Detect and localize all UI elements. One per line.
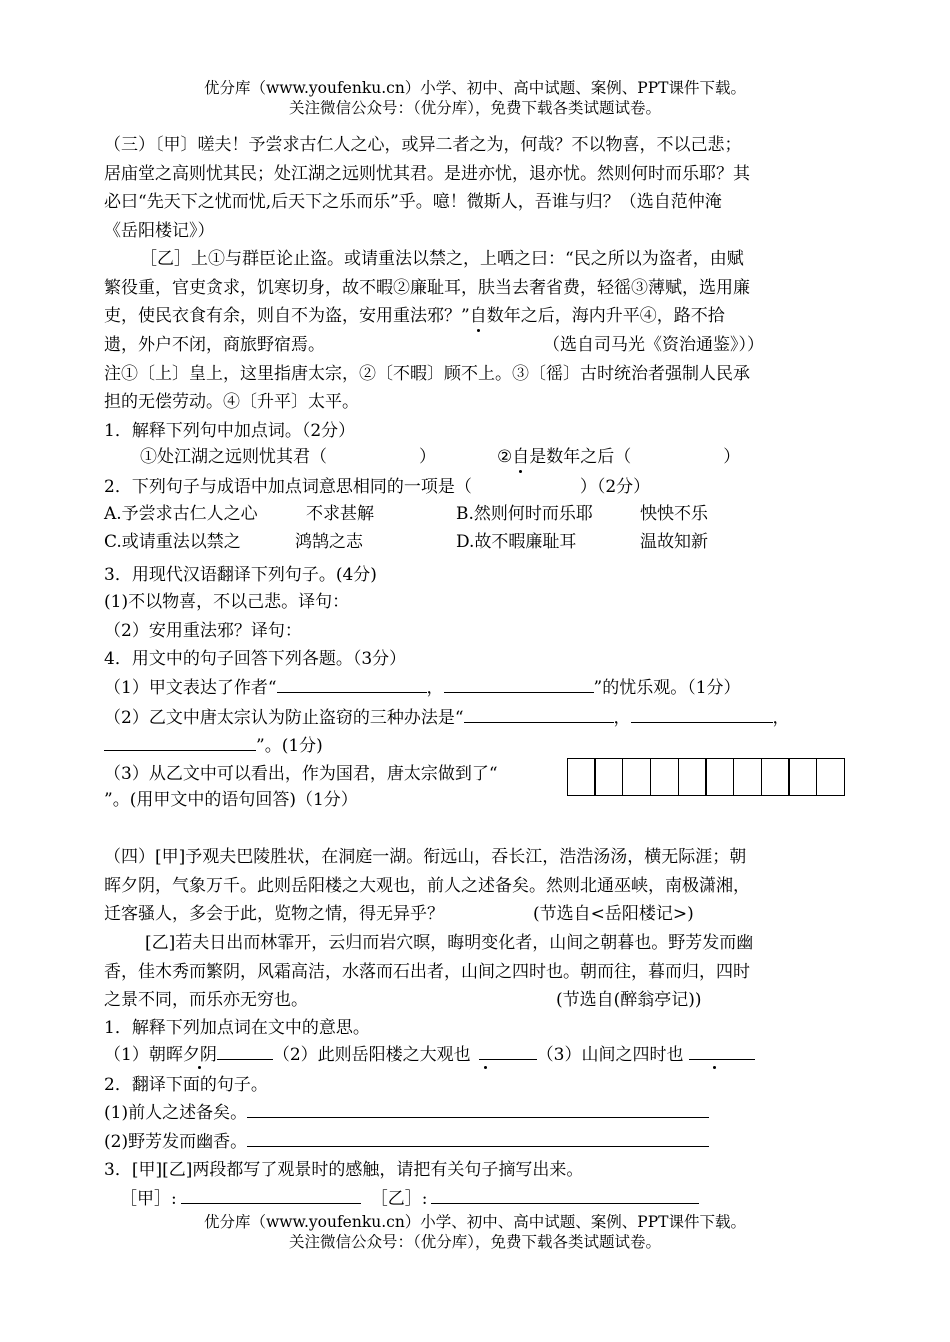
s3-q4-1-text: （1）甲文表达了作者“	[104, 678, 277, 698]
emphasis-dot-shi	[713, 1066, 716, 1069]
s4-q3: 3．[甲][乙]两段都写了观景时的感触，请把有关句子摘写出来。	[104, 1160, 584, 1180]
s3-q4-2-comma-1: ，	[613, 708, 631, 728]
s3-q1a-text: ①处江湖之远则忧其君（	[140, 447, 327, 467]
s3-q2-option-b[interactable]: B.然则何时而乐耶	[456, 504, 593, 524]
s3-q4-2-comma-2: ，	[772, 708, 790, 728]
footer-line-2: 关注微信公众号：（优分库），免费下载各类试题试卷。	[288, 1233, 661, 1251]
s3-jia-line-2: 居庙堂之高则忧其民；处江湖之远则忧其君。是进亦忧，退亦忧。然则何时而乐耶？其	[104, 164, 750, 184]
emphasis-dot-hui	[198, 1066, 201, 1069]
s3-yi-line-3	[104, 305, 725, 327]
s3-yi-line-1: ［乙］上①与群臣论止盗。或请重法以禁之，上哂之曰：“民之所以为盗者，由赋	[140, 249, 744, 269]
s3-q2-option-a[interactable]: A.予尝求古仁人之心	[104, 504, 258, 524]
s3-q1a-close: ）	[419, 447, 436, 467]
s4-jia-line-1: （四）[甲]予观夫巴陵胜状，在洞庭一湖。衔远山，吞长江，浩浩汤汤，横无际涯；朝	[104, 847, 747, 867]
emphasis-dot-guan	[484, 1066, 487, 1069]
s3-q4-1-blank-2[interactable]	[444, 676, 594, 693]
s4-q1-3-blank[interactable]	[689, 1043, 755, 1060]
s4-yi-line-3: 之景不同，而乐亦无穷也。	[104, 990, 308, 1010]
s3-q4: 4．用文中的句子回答下列各题。（3分）	[104, 649, 407, 669]
s3-yi-dot-zi: 自	[469, 306, 487, 326]
s3-q2-close: ）（2分）	[579, 477, 651, 497]
s4-q3-yi-blank[interactable]	[431, 1187, 699, 1204]
answer-grid-cell[interactable]	[705, 758, 734, 796]
s4-q1-items	[104, 1043, 755, 1066]
s3-q4-2-blank-3[interactable]	[104, 734, 256, 751]
s3-q4-3b: ”。(用甲文中的语句回答)（1分）	[104, 790, 358, 810]
s4-jia-line-3: 迁客骚人，多会于此，览物之情，得无异乎？	[104, 904, 444, 924]
s4-q1-1-blank[interactable]	[217, 1043, 273, 1060]
s3-q3-2: （2）安用重法邪？译句：	[104, 621, 302, 641]
s3-q4-1-blank-1[interactable]	[277, 676, 427, 693]
s3-q1b-text: 是数年之后（	[529, 447, 632, 467]
s3-q2-idiom-c: 鸿鹄之志	[295, 532, 363, 552]
s3-q4-1-end: ”的忧乐观。（1分）	[593, 678, 741, 698]
s3-q4-2-blank-2[interactable]	[631, 706, 773, 723]
answer-grid-cell[interactable]	[622, 758, 651, 796]
s3-q1b	[497, 446, 740, 468]
s4-q3-jia-blank[interactable]	[181, 1187, 361, 1204]
s4-jia-line-2: 晖夕阴，气象万千。此则岳阳楼之大观也，前人之述备矣。然则北通巫峡，南极潇湘，	[104, 876, 750, 896]
s3-q4-2-continued	[104, 734, 323, 757]
s3-q1: 1．解释下列句中加点词。（2分）	[104, 421, 356, 441]
s4-q2-1-blank[interactable]	[247, 1101, 709, 1118]
s4-yi-line-1: [乙]若夫日出而林霏开，云归而岩穴暝，晦明变化者，山间之朝暮也。野芳发而幽	[145, 933, 754, 953]
s3-q4-1	[104, 676, 741, 699]
s3-q2-text: 2．下列句子与成语中加点词意思相同的一项是（	[104, 477, 472, 497]
s3-q4-2-text: （2）乙文中唐太宗认为防止盗窃的三种办法是“	[104, 708, 464, 728]
s4-q3-yi-label: ［乙］:	[370, 1189, 428, 1209]
s3-q2-option-c[interactable]: C.或请重法以禁之	[104, 532, 241, 552]
s4-q2-2	[104, 1130, 709, 1153]
s3-q4-3a: （3）从乙文中可以看出，作为国君，唐太宗做到了“	[104, 764, 498, 784]
s3-q4-2	[104, 706, 790, 729]
s4-q1-1: （1）朝晖夕阴	[104, 1045, 217, 1065]
s3-note-line-1: 注①〔上〕皇上，这里指唐太宗，②〔不暇〕顾不上。③〔徭〕古时统治者强制人民承	[104, 364, 750, 384]
s3-yi-line-3-text: 吏，使民衣食有余，则自不为盗，安用重法邪？”	[104, 306, 470, 326]
s4-yi-source: (节选自(醉翁亭记))	[556, 990, 702, 1010]
s4-q1-2-blank[interactable]	[479, 1043, 537, 1060]
s3-q1a	[140, 446, 436, 468]
s3-jia-line-1: （三）〔甲〕嗟夫！予尝求古仁人之心，或异二者之为，何哉？不以物喜，不以己悲；	[104, 135, 742, 155]
s4-jia-source: (节选自<岳阳楼记>)	[533, 904, 694, 924]
s3-q1b-close: ）	[723, 447, 741, 467]
answer-grid-cell[interactable]	[733, 758, 762, 796]
s4-q1: 1．解释下列加点词在文中的意思。	[104, 1018, 370, 1038]
s3-yi-line-4: 遗，外户不闭，商旅野宿焉。	[104, 335, 325, 355]
s3-q2-idiom-a: 不求甚解	[306, 504, 374, 524]
s4-q2-2-blank[interactable]	[247, 1130, 709, 1147]
s4-q2-1	[104, 1101, 709, 1124]
s4-q2-1-text: (1)前人之述备矣。	[104, 1103, 248, 1123]
s4-yi-line-2: 香，佳木秀而繁阴，风霜高洁，水落而石出者，山间之四时也。朝而往，暮而归，四时	[104, 962, 750, 982]
s3-yi-line-2: 繁役重，官吏贪求，饥寒切身，故不暇②廉耻耳，肤当去奢省费，轻徭③薄赋，选用廉	[104, 278, 750, 298]
answer-grid-cell[interactable]	[594, 758, 623, 796]
s4-q3-jia-label: ［甲］:	[120, 1189, 177, 1209]
answer-grid-cell[interactable]	[650, 758, 679, 796]
s3-q2-idiom-b: 怏怏不乐	[640, 504, 708, 524]
s3-jia-line-3: 必曰“先天下之忧而忧,后天下之乐而乐”乎。噫！微斯人，吾谁与归？（选自范仲淹	[104, 192, 722, 212]
s3-q4-2-blank-1[interactable]	[464, 706, 614, 723]
s4-q1-3: （3）山间之四时也	[536, 1045, 684, 1065]
answer-grid-cell[interactable]	[567, 758, 596, 796]
s4-q2-2-text: (2)野芳发而幽香。	[104, 1132, 248, 1152]
footer-line-1: 优分库（www.youfenku.cn）小学、初中、高中试题、案例、PPT课件下载。	[203, 1213, 747, 1231]
s3-q2-option-d[interactable]: D.故不暇廉耻耳	[456, 532, 577, 552]
answer-grid-cell[interactable]	[788, 758, 817, 796]
s3-q4-1-comma: ，	[426, 678, 444, 698]
s4-q3-answers	[120, 1187, 699, 1210]
s3-q1b-num: ②	[497, 447, 513, 467]
s3-yi-line-3b: 数年之后，海内升平④，路不拾	[486, 306, 725, 326]
s3-q2	[104, 476, 650, 498]
s3-q4-2-end: ”。(1分)	[256, 736, 323, 756]
page-header	[0, 78, 950, 118]
s3-q3: 3．用现代汉语翻译下列句子。(4分)	[104, 565, 377, 585]
s3-q2-idiom-d: 温故知新	[640, 532, 708, 552]
answer-grid[interactable]	[568, 758, 845, 796]
answer-grid-cell[interactable]	[761, 758, 790, 796]
s3-q1b-dot-zi: 自	[512, 447, 530, 467]
s3-jia-line-4: 《岳阳楼记》）	[104, 221, 215, 241]
answer-grid-cell[interactable]	[816, 758, 845, 796]
s3-note-line-2: 担的无偿劳动。④〔升平〕太平。	[104, 392, 359, 412]
s4-q2: 2．翻译下面的句子。	[104, 1075, 268, 1095]
s3-yi-source: （选自司马光《资治通鉴》））	[543, 335, 764, 355]
answer-grid-cell[interactable]	[678, 758, 707, 796]
header-line-2: 关注微信公众号：（优分库），免费下载各类试题试卷。	[288, 99, 661, 117]
header-line-1: 优分库（www.youfenku.cn）小学、初中、高中试题、案例、PPT课件下载。	[203, 79, 747, 97]
page-footer	[0, 1212, 950, 1252]
s3-q3-1: (1)不以物喜，不以己悲。译句：	[104, 592, 350, 612]
s4-q1-2: （2）此则岳阳楼之大观也	[272, 1045, 471, 1065]
